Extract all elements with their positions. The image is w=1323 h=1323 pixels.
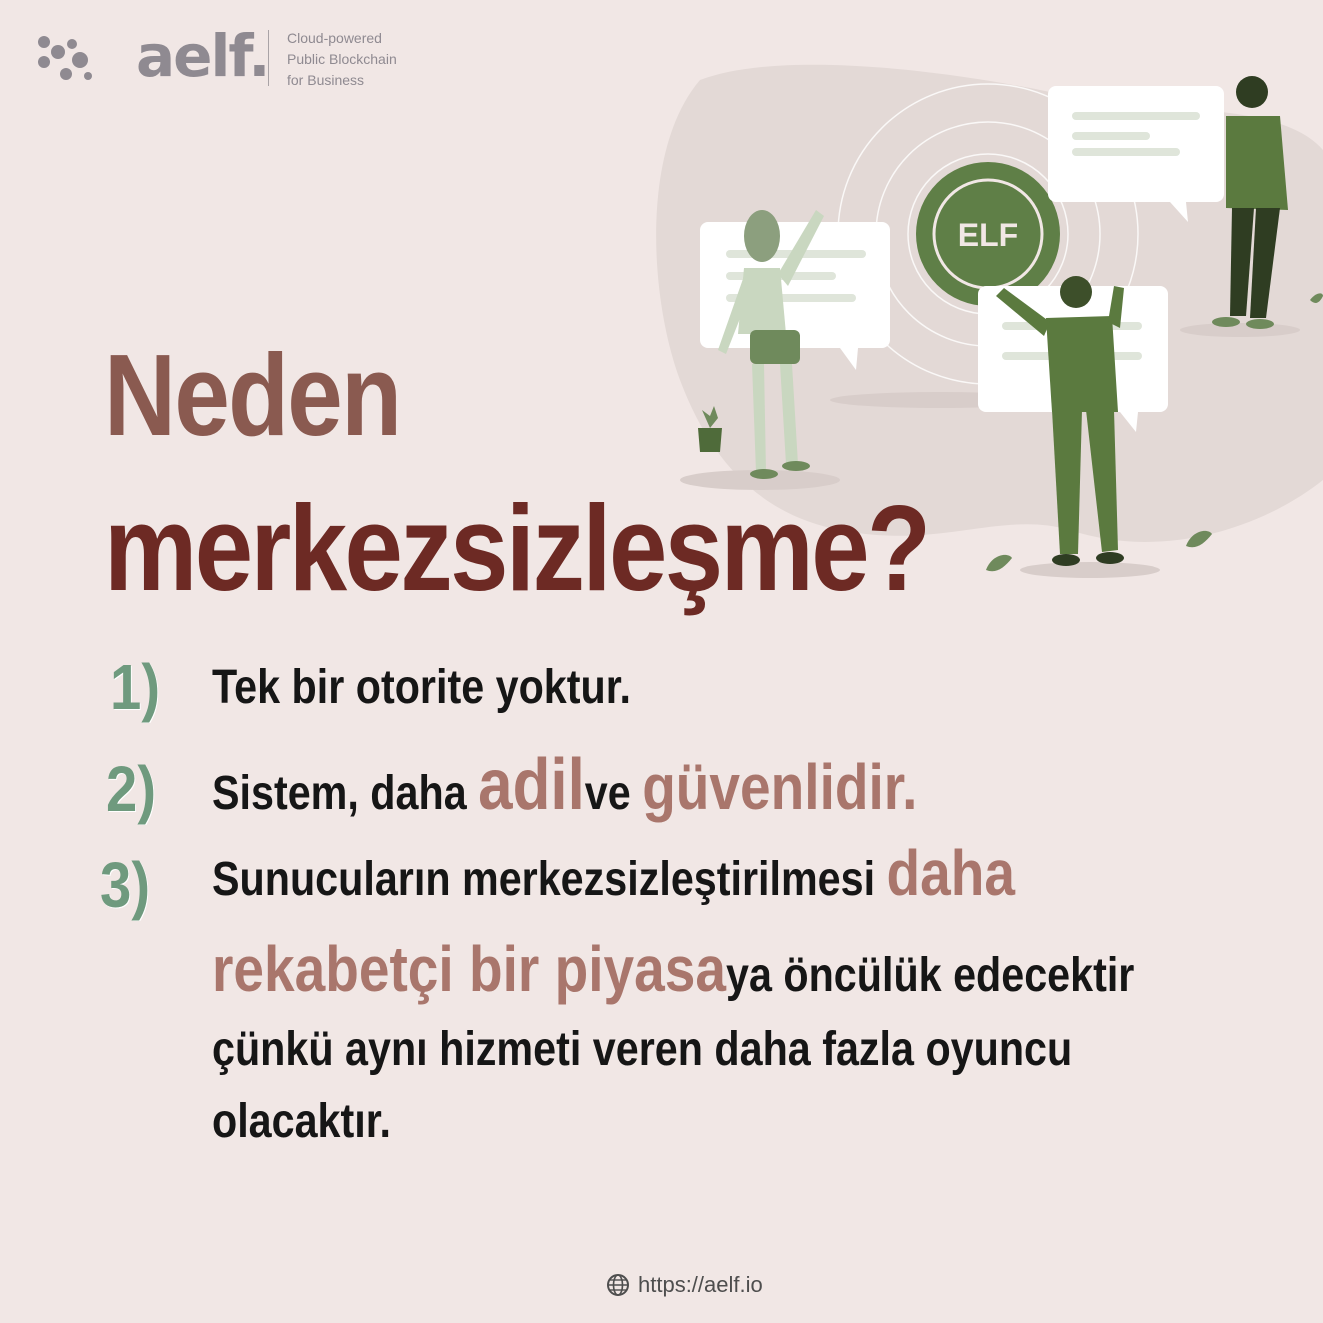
tagline-line: for Business [287, 72, 365, 88]
logo-divider [268, 30, 269, 86]
highlight-rekabetci: rekabetçi bir piyasa [212, 933, 726, 1005]
highlight-daha: daha [886, 837, 1015, 909]
point-text: çünkü aynı hizmeti veren daha fazla oyuncu [212, 1023, 1073, 1076]
ground-shadow [1180, 323, 1300, 337]
brand-tagline [287, 28, 437, 91]
leaf-icon [986, 555, 1012, 571]
point-number: 3) [100, 849, 151, 921]
point-text [212, 836, 1015, 910]
point-text [212, 932, 1134, 1006]
point-number: 2) [106, 753, 157, 825]
point-number: 1) [110, 651, 161, 723]
elf-badge-text: ELF [957, 217, 1019, 253]
globe-icon [606, 1273, 630, 1297]
brand-wordmark: aelf. [136, 22, 269, 90]
point-text-part: . [902, 751, 918, 823]
tagline-line: Public Blockchain [287, 51, 397, 67]
point-text-part: ya öncülük edecektir [725, 949, 1135, 1002]
point-text: Tek bir otorite yoktur. [212, 661, 631, 714]
point-text: olacaktır. [212, 1095, 391, 1148]
point-text-part: Sistem, daha [212, 767, 479, 820]
point-text-part: ve [584, 767, 643, 820]
point-text-part: Sunucuların merkezsizleştirilmesi [212, 853, 887, 906]
headline-line-2: merkezsizleşme? [104, 480, 929, 616]
aelf-logo-icon [36, 32, 96, 84]
highlight-adil: adil [478, 745, 585, 825]
ground-shadow [1020, 562, 1160, 578]
tagline-line: Cloud-powered [287, 30, 382, 46]
footer-link[interactable] [606, 1272, 763, 1298]
speech-bubble [1048, 86, 1224, 202]
highlight-guvenlidir: güvenlidir [642, 751, 903, 823]
headline-line-1: Neden [104, 330, 401, 460]
footer-url[interactable]: https://aelf.io [638, 1272, 763, 1297]
point-text [212, 744, 917, 826]
